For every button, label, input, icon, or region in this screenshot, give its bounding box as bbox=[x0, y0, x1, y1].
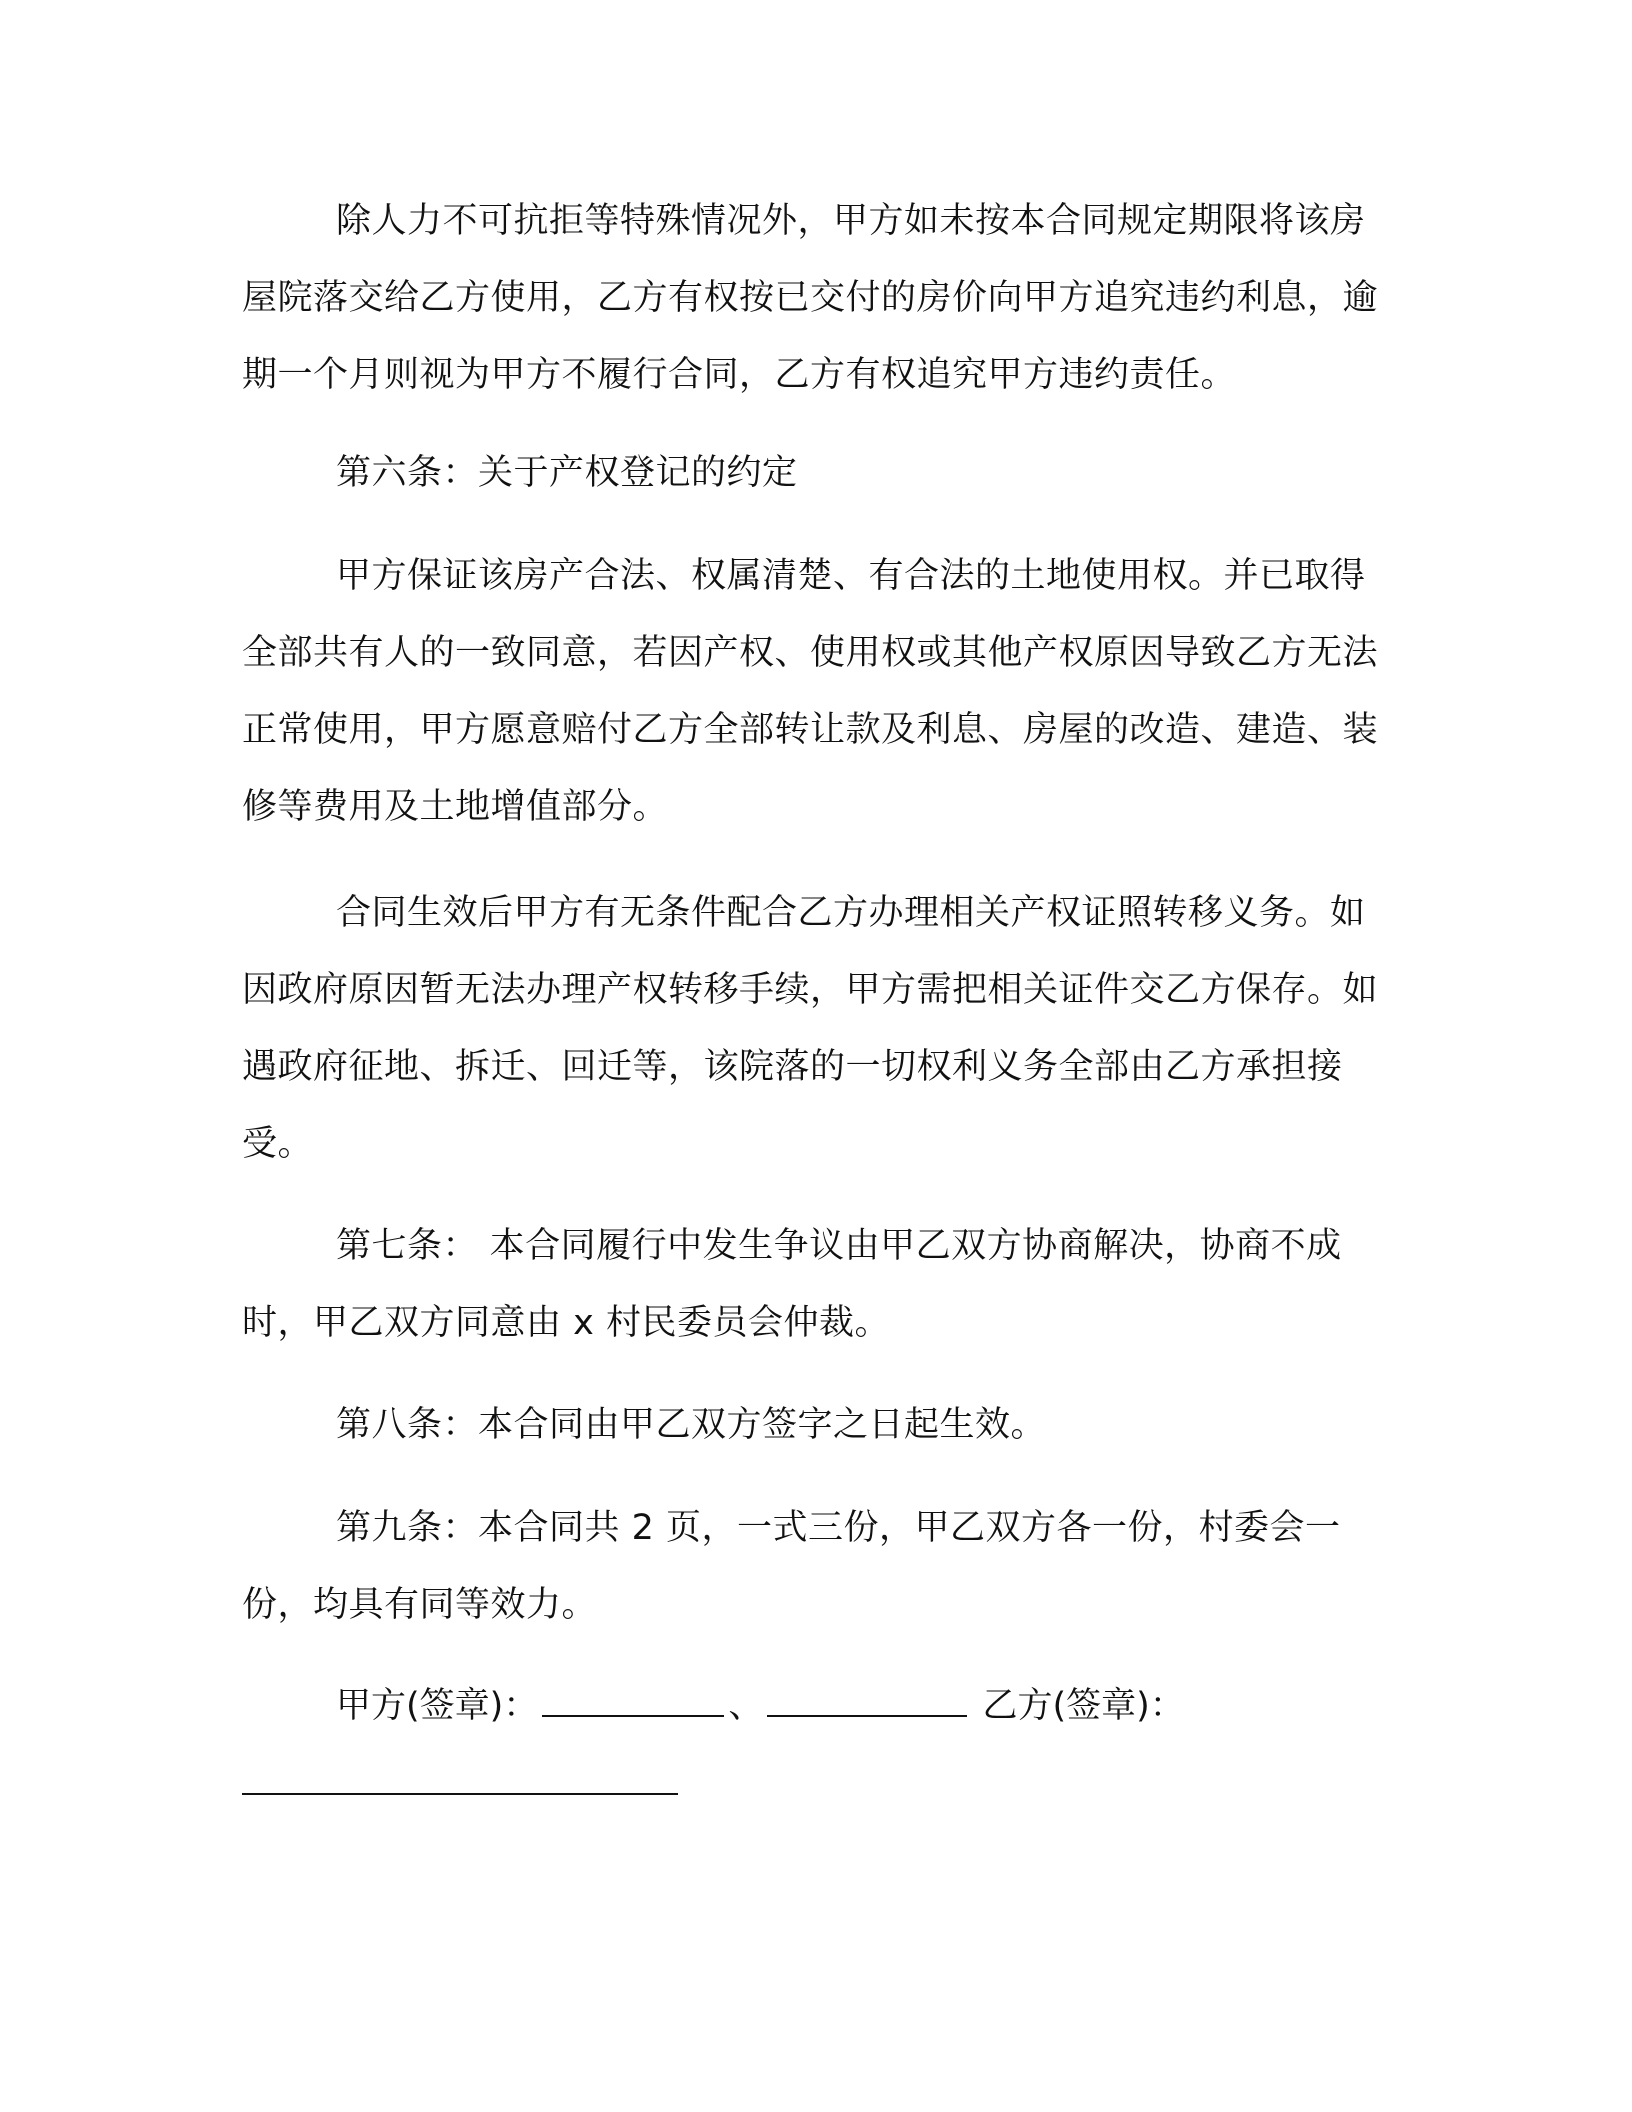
signature-line bbox=[336, 1668, 1185, 1745]
party-a-signature-blank-1 bbox=[542, 1685, 724, 1717]
party-b-signature-label: 乙方(签章)： bbox=[982, 1686, 1185, 1726]
signature-separator: 、 bbox=[728, 1686, 764, 1726]
paragraph-breach-clause: 除人力不可抗拒等特殊情况外，甲方如未按本合同规定期限将该房屋院落交给乙方使用，乙方有权按已交付的房价向甲方追究违约利息，逾期一个月则视为甲方不履行合同，乙方有权追究甲方违约责任。 bbox=[242, 201, 1379, 395]
party-a-signature-label: 甲方(签章)： bbox=[336, 1686, 539, 1726]
party-b-signature-blank bbox=[242, 1763, 678, 1795]
party-a-signature-blank-2 bbox=[767, 1685, 967, 1717]
party-b-signature-line bbox=[242, 1746, 678, 1823]
article-8-effective: 第八条：本合同由甲乙双方签字之日起生效。 bbox=[336, 1405, 1047, 1445]
paragraph-ownership-guarantee: 甲方保证该房产合法、权属清楚、有合法的土地使用权。并已取得全部共有人的一致同意，若因产权、使用权或其他产权原因导致乙方无法正常使用，甲方愿意赔付乙方全部转让款及利息、房屋的改造、建造、装修等费用及土地增值部分。 bbox=[242, 556, 1379, 827]
article-6-heading: 第六条：关于产权登记的约定 bbox=[336, 453, 798, 493]
paragraph-title-transfer: 合同生效后甲方有无条件配合乙方办理相关产权证照转移义务。如因政府原因暂无法办理产权转移手续，甲方需把相关证件交乙方保存。如遇政府征地、拆迁、回迁等，该院落的一切权利义务全部由乙方承担接受。 bbox=[242, 893, 1379, 1164]
article-7-dispute: 第七条： 本合同履行中发生争议由甲乙双方协商解决，协商不成时，甲乙双方同意由 x 村民委员会仲裁。 bbox=[242, 1226, 1342, 1343]
article-9-copies: 第九条：本合同共 2 页，一式三份，甲乙双方各一份，村委会一份，均具有同等效力。 bbox=[242, 1508, 1341, 1625]
